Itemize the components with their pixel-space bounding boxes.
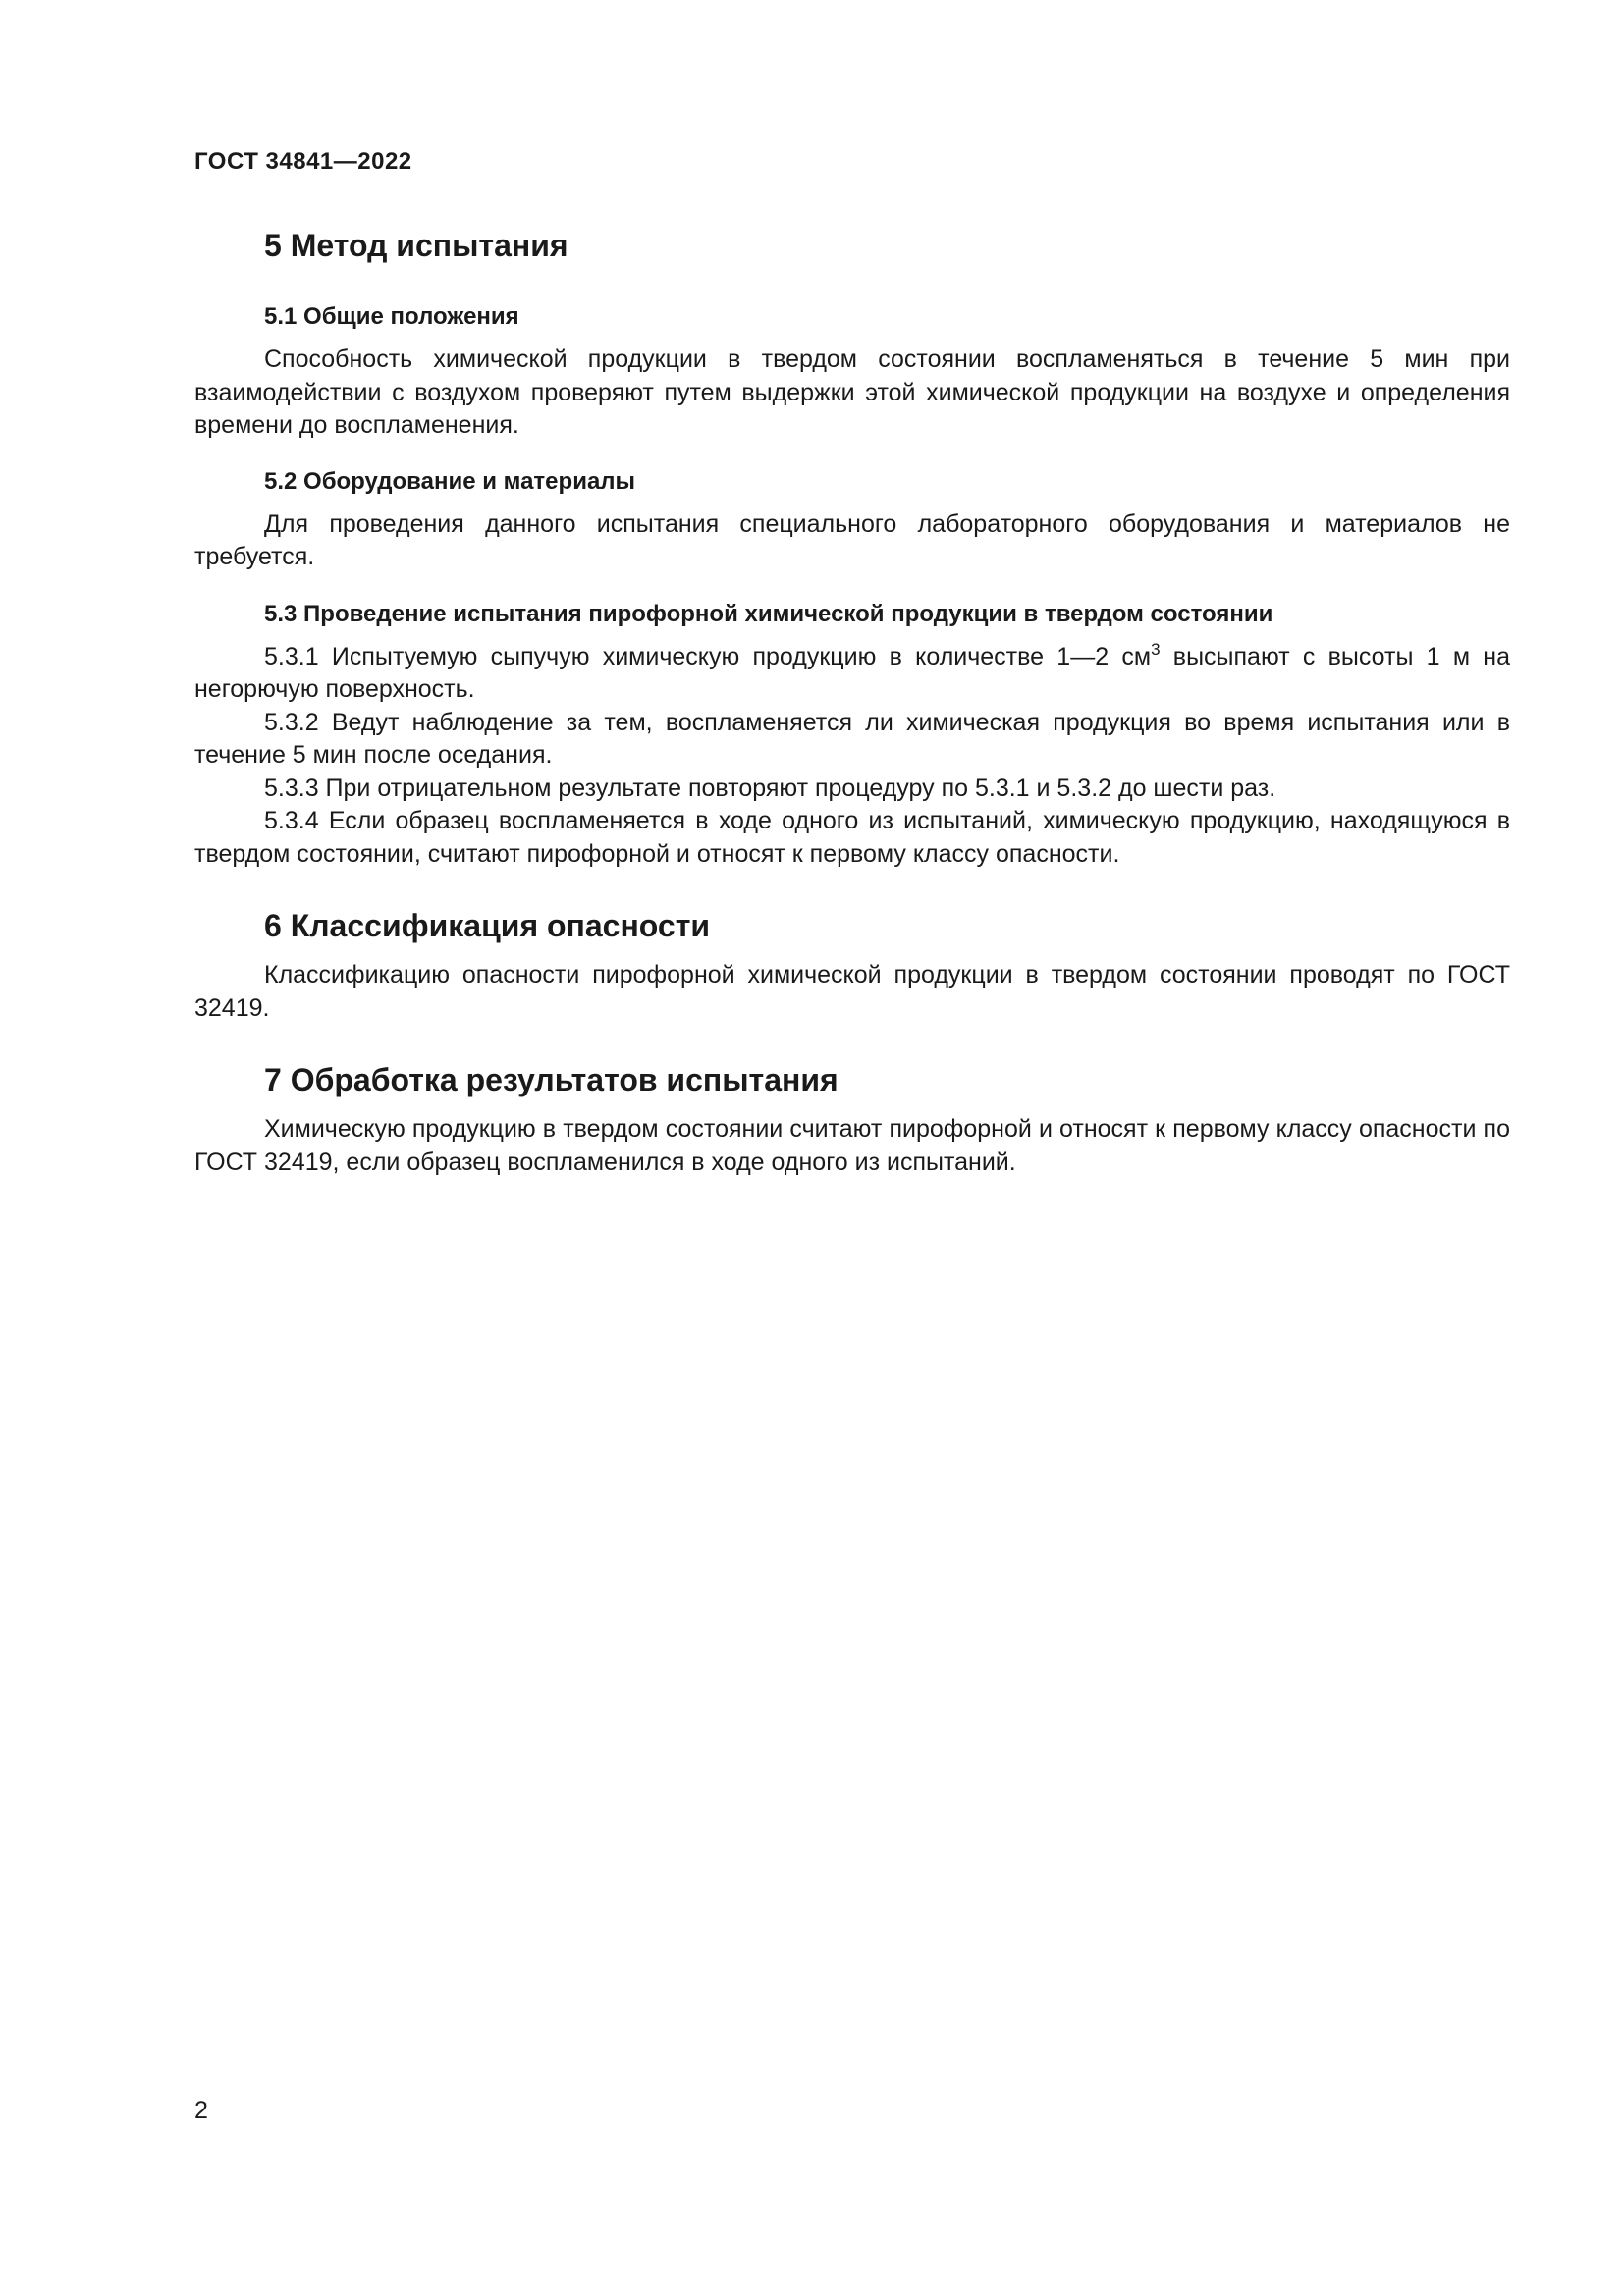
section-6-title: 6 Классификация опасности (264, 908, 711, 943)
section-6-text: Классификацию опасности пирофорной химической продукции в твердом состоянии проводят по ГОСТ 32419. (194, 961, 1510, 1022)
section-5-2-title: 5.2 Оборудование и материалы (264, 467, 636, 495)
section-5-3-title: 5.3 Проведение испытания пирофорной химической продукции в твердом состоянии (264, 600, 1273, 627)
paragraph-5-3-1-start: 5.3.1 Испытуемую сыпучую химическую продукцию в количестве 1—2 см (264, 642, 1152, 670)
paragraph-5-3-2: 5.3.2 Ведут наблюдение за тем, воспламеняется ли химическая продукция во время испытания или в течение 5 мин после оседания. (194, 708, 1510, 769)
paragraph-5-3-3: 5.3.3 При отрицательном результате повторяют процедуру по 5.3.1 и 5.3.2 до шести раз. (264, 774, 1276, 802)
standard-code: ГОСТ 34841—2022 (194, 148, 412, 175)
section-5-1-text: Способность химической продукции в твердом состоянии воспламеняться в течение 5 мин при взаимодействии с воздухом проверяют путем выдержки этой химической продукции на воздухе и определения времени до воспламенения. (194, 346, 1510, 439)
document-body (194, 224, 1510, 1179)
page-number: 2 (194, 2097, 208, 2124)
section-7-title: 7 Обработка результатов испытания (264, 1062, 839, 1097)
section-7-text: Химическую продукцию в твердом состоянии считают пирофорной и относят к первому классу опасности по ГОСТ 32419, если образец воспламенился в ходе одного из испытаний. (194, 1115, 1510, 1176)
paragraph-5-3-1-end: высыпают с высоты 1 м на негорючую поверхность. (194, 642, 1510, 703)
section-5-title: 5 Метод испытания (264, 228, 568, 263)
superscript-cubed: 3 (1151, 639, 1161, 659)
paragraph-5-3-4: 5.3.4 Если образец воспламеняется в ходе одного из испытаний, химическую продукцию, находящуюся в твердом состоянии, считают пирофорной и относят к первому классу опасности. (194, 807, 1510, 868)
paragraph-5-3-1 (194, 641, 1510, 707)
section-5-2-text: Для проведения данного испытания специального лабораторного оборудования и материалов не требуется. (194, 509, 1510, 570)
section-5-1-title: 5.1 Общие положения (264, 303, 519, 330)
